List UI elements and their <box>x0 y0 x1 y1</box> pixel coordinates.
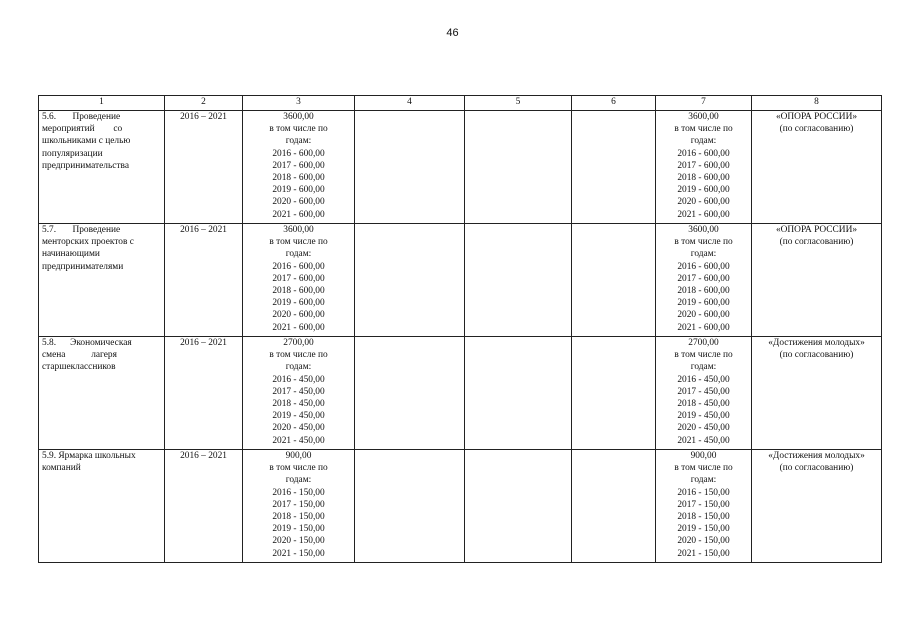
funding-line: 2021 - 150,00 <box>272 548 325 559</box>
funding-line: 2017 - 150,00 <box>272 499 325 510</box>
funding-line: годам: <box>285 136 312 147</box>
column-6-cell <box>572 450 656 563</box>
activity-name-line: предпринимательства <box>42 160 129 171</box>
funding-line: 2021 - 600,00 <box>272 209 325 220</box>
funding-line: 2021 - 600,00 <box>677 322 730 333</box>
funding-line: 2021 - 150,00 <box>677 548 730 559</box>
funding-line: годам: <box>285 249 312 260</box>
column-4-cell <box>355 337 465 450</box>
column-6-cell <box>572 111 656 224</box>
activity-name-cell <box>39 337 165 450</box>
funding-line: 2021 - 450,00 <box>272 435 325 446</box>
funding-line: 2019 - 450,00 <box>677 411 730 422</box>
column-4-cell <box>355 224 465 337</box>
funding-line: 2020 - 150,00 <box>677 536 730 547</box>
funding-line: 2018 - 600,00 <box>272 286 325 297</box>
funding-line: 2020 - 600,00 <box>272 197 325 208</box>
activity-name-line: старшеклассников <box>42 362 116 373</box>
funding-line: 2017 - 600,00 <box>272 273 325 284</box>
executor-cell <box>752 224 882 337</box>
column-5-cell <box>465 337 572 450</box>
executor-line: (по согласованию) <box>779 350 854 361</box>
funding-line: 3600,00 <box>283 225 314 235</box>
page-number: 46 <box>446 27 459 39</box>
funding-line: годам: <box>285 362 312 373</box>
activity-name-line: смена лагеря <box>42 350 117 361</box>
funding-line: 2016 - 600,00 <box>272 261 325 272</box>
funding-line: 2021 - 600,00 <box>677 209 730 220</box>
funding-line: годам: <box>690 475 717 486</box>
funding-line: в том числе по <box>269 350 328 361</box>
executor-line: «Достижения молодых» <box>768 338 865 348</box>
total-funding-cell <box>243 224 355 337</box>
header-cell: 3 <box>243 96 355 111</box>
funding-line: 2018 - 450,00 <box>272 399 325 410</box>
funding-line: в том числе по <box>674 237 733 248</box>
funding-line: 2018 - 150,00 <box>272 512 325 523</box>
column-6-cell <box>572 337 656 450</box>
total-funding-cell <box>243 450 355 563</box>
funding-line: 2019 - 150,00 <box>677 524 730 535</box>
column-4-cell <box>355 450 465 563</box>
funding-line: 2019 - 450,00 <box>272 411 325 422</box>
funding-line: 3600,00 <box>688 112 719 122</box>
funding-line: 2019 - 150,00 <box>272 524 325 535</box>
funding-line: 2020 - 600,00 <box>677 197 730 208</box>
executor-cell <box>752 337 882 450</box>
activity-name-line: мероприятий со <box>42 124 123 135</box>
column-7-funding-cell <box>656 337 752 450</box>
funding-line: 2016 - 150,00 <box>272 487 325 498</box>
header-cell: 7 <box>656 96 752 111</box>
funding-line: 2017 - 600,00 <box>677 160 730 171</box>
activity-name-line: школьниками с целью <box>42 136 131 147</box>
funding-line: в том числе по <box>269 463 328 474</box>
funding-line: в том числе по <box>674 124 733 135</box>
funding-line: 3600,00 <box>688 225 719 235</box>
funding-line: 2017 - 600,00 <box>272 160 325 171</box>
executor-cell <box>752 450 882 563</box>
funding-line: 2016 - 150,00 <box>677 487 730 498</box>
funding-line: 900,00 <box>285 451 312 461</box>
funding-line: годам: <box>690 136 717 147</box>
table-row <box>39 224 882 337</box>
executor-line: «Достижения молодых» <box>768 451 865 461</box>
funding-line: 2016 - 450,00 <box>677 374 730 385</box>
funding-line: 2020 - 150,00 <box>272 536 325 547</box>
executor-line: «ОПОРА РОССИИ» <box>775 225 858 235</box>
header-cell: 8 <box>752 96 882 111</box>
funding-line: в том числе по <box>674 350 733 361</box>
executor-line: (по согласованию) <box>779 463 854 474</box>
header-cell: 4 <box>355 96 465 111</box>
table-row <box>39 111 882 224</box>
funding-line: 3600,00 <box>283 112 314 122</box>
period-cell: 2016 – 2021 <box>165 111 243 224</box>
executor-cell <box>752 111 882 224</box>
funding-line: 2016 - 600,00 <box>677 148 730 159</box>
activity-name-cell <box>39 224 165 337</box>
header-cell: 2 <box>165 96 243 111</box>
funding-line: 2020 - 450,00 <box>677 423 730 434</box>
funding-line: годам: <box>690 362 717 373</box>
funding-line: в том числе по <box>269 237 328 248</box>
funding-line: 2019 - 600,00 <box>272 298 325 309</box>
funding-line: 2019 - 600,00 <box>272 185 325 196</box>
program-table <box>38 95 882 563</box>
header-cell: 6 <box>572 96 656 111</box>
funding-line: 2700,00 <box>688 338 719 348</box>
funding-line: в том числе по <box>269 124 328 135</box>
activity-name-line: 5.8. Экономическая <box>42 338 132 348</box>
funding-line: 2700,00 <box>283 338 314 348</box>
funding-line: в том числе по <box>674 463 733 474</box>
funding-line: 2018 - 450,00 <box>677 399 730 410</box>
period-cell: 2016 – 2021 <box>165 224 243 337</box>
activity-name-line: менторских проектов с <box>42 237 134 248</box>
activity-name-cell <box>39 450 165 563</box>
column-6-cell <box>572 224 656 337</box>
funding-line: 2018 - 150,00 <box>677 512 730 523</box>
funding-line: 2018 - 600,00 <box>272 173 325 184</box>
total-funding-cell <box>243 111 355 224</box>
column-7-funding-cell <box>656 450 752 563</box>
funding-line: 2016 - 600,00 <box>272 148 325 159</box>
funding-line: 2021 - 450,00 <box>677 435 730 446</box>
funding-line: годам: <box>690 249 717 260</box>
executor-line: (по согласованию) <box>779 124 854 135</box>
executor-line: «ОПОРА РОССИИ» <box>775 112 858 122</box>
table-row <box>39 450 882 563</box>
column-5-cell <box>465 224 572 337</box>
funding-line: 900,00 <box>690 451 717 461</box>
funding-line: 2020 - 600,00 <box>272 310 325 321</box>
column-5-cell <box>465 111 572 224</box>
executor-line: (по согласованию) <box>779 237 854 248</box>
column-7-funding-cell <box>656 111 752 224</box>
column-7-funding-cell <box>656 224 752 337</box>
funding-line: 2021 - 600,00 <box>272 322 325 333</box>
header-cell: 1 <box>39 96 165 111</box>
column-5-cell <box>465 450 572 563</box>
funding-line: 2016 - 600,00 <box>677 261 730 272</box>
funding-line: 2017 - 450,00 <box>272 386 325 397</box>
period-cell: 2016 – 2021 <box>165 337 243 450</box>
header-cell: 5 <box>465 96 572 111</box>
activity-name-line: компаний <box>42 463 81 474</box>
total-funding-cell <box>243 337 355 450</box>
header-row <box>39 96 882 111</box>
funding-line: 2017 - 150,00 <box>677 499 730 510</box>
activity-name-line: 5.7. Проведение <box>42 225 121 235</box>
funding-line: 2017 - 450,00 <box>677 386 730 397</box>
funding-line: 2018 - 600,00 <box>677 173 730 184</box>
funding-line: 2018 - 600,00 <box>677 286 730 297</box>
activity-name-line: начинающими <box>42 249 100 260</box>
funding-line: годам: <box>285 475 312 486</box>
funding-line: 2019 - 600,00 <box>677 298 730 309</box>
period-cell: 2016 – 2021 <box>165 450 243 563</box>
funding-line: 2020 - 600,00 <box>677 310 730 321</box>
activity-name-line: 5.9. Ярмарка школьных <box>42 451 136 461</box>
column-4-cell <box>355 111 465 224</box>
funding-line: 2020 - 450,00 <box>272 423 325 434</box>
table-row <box>39 337 882 450</box>
activity-name-cell <box>39 111 165 224</box>
activity-name-line: 5.6. Проведение <box>42 112 121 122</box>
activity-name-line: предпринимателями <box>42 261 124 272</box>
funding-line: 2017 - 600,00 <box>677 273 730 284</box>
funding-line: 2019 - 600,00 <box>677 185 730 196</box>
activity-name-line: популяризации <box>42 148 103 159</box>
funding-line: 2016 - 450,00 <box>272 374 325 385</box>
